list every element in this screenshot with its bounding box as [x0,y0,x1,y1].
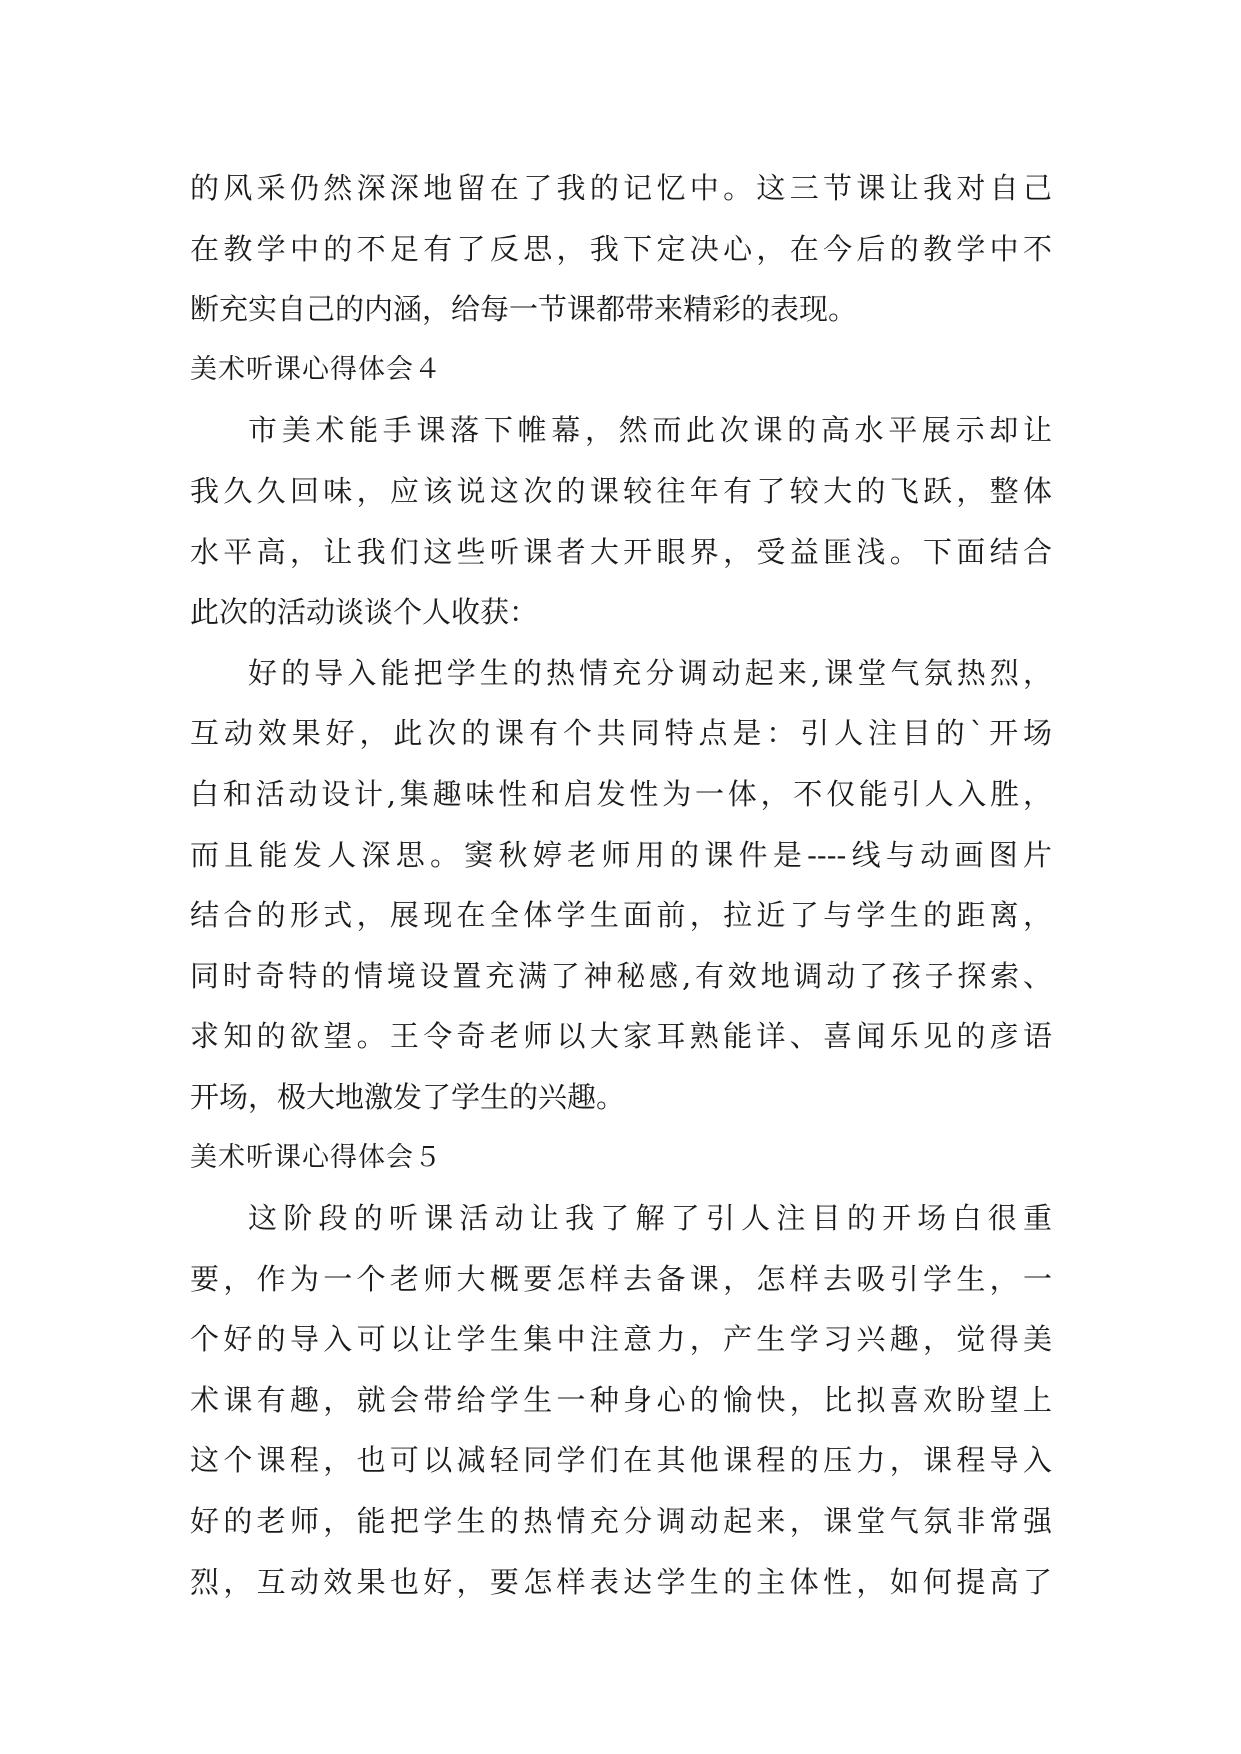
text-line: 好的导入能把学生的热情充分调动起来,课堂气氛热烈， [248,655,1052,690]
text-line: 同时奇特的情境设置充满了神秘感,有效地调动了孩子探索、 [190,958,1052,993]
paragraph [190,643,1052,1128]
text-line: 求知的欲望。王令奇老师以大家耳熟能详、喜闻乐见的彦语 [190,1019,1052,1054]
text-line: 此次的活动谈谈个人收获： [190,595,539,630]
text-line: 断充实自己的内涵，给每一节课都带来精彩的表现。 [190,292,858,327]
paragraph [190,1188,1052,1612]
text-line: 开场，极大地激发了学生的兴趣。 [190,1079,626,1114]
section-heading [190,340,1052,401]
text-line: 好的老师，能把学生的热情充分调动起来，课堂气氛非常强 [190,1504,1052,1539]
text-line: 要，作为一个老师大概要怎样去备课，怎样去吸引学生，一 [190,1261,1052,1296]
text-line: 个好的导入可以让学生集中注意力，产生学习兴趣，觉得美 [190,1322,1052,1357]
section-heading-text: 美术听课心得体会４ [190,353,442,385]
section-heading-text: 美术听课心得体会５ [190,1141,442,1173]
text-line: 在教学中的不足有了反思，我下定决心，在今后的教学中不 [190,231,1052,266]
text-line: 结合的形式，展现在全体学生面前，拉近了与学生的距离， [190,898,1052,933]
text-line: 互动效果好，此次的课有个共同特点是：引人注目的`开场 [190,716,1052,751]
text-line: 市美术能手课落下帷幕，然而此次课的高水平展示却让 [248,413,1052,448]
text-line: 这个课程，也可以减轻同学们在其他课程的压力，课程导入 [190,1443,1052,1478]
document-body [190,158,1052,1612]
text-line: 我久久回味，应该说这次的课较往年有了较大的飞跃，整体 [190,473,1052,508]
text-line: 白和活动设计,集趣味性和启发性为一体，不仅能引人入胜， [190,776,1052,811]
paragraph [190,158,1052,340]
text-line: 这阶段的听课活动让我了解了引人注目的开场白很重 [248,1201,1052,1236]
text-line: 术课有趣，就会带给学生一种身心的愉快，比拟喜欢盼望上 [190,1382,1052,1417]
paragraph [190,400,1052,642]
section-heading [190,1128,1052,1189]
text-line: 而且能发人深思。窦秋婷老师用的课件是----线与动画图片 [190,837,1052,872]
text-line: 的风采仍然深深地留在了我的记忆中。这三节课让我对自己 [190,171,1052,205]
text-line: 烈，互动效果也好，要怎样表达学生的主体性，如何提高了 [190,1564,1052,1599]
text-line: 水平高，让我们这些听课者大开眼界，受益匪浅。下面结合 [190,534,1052,569]
